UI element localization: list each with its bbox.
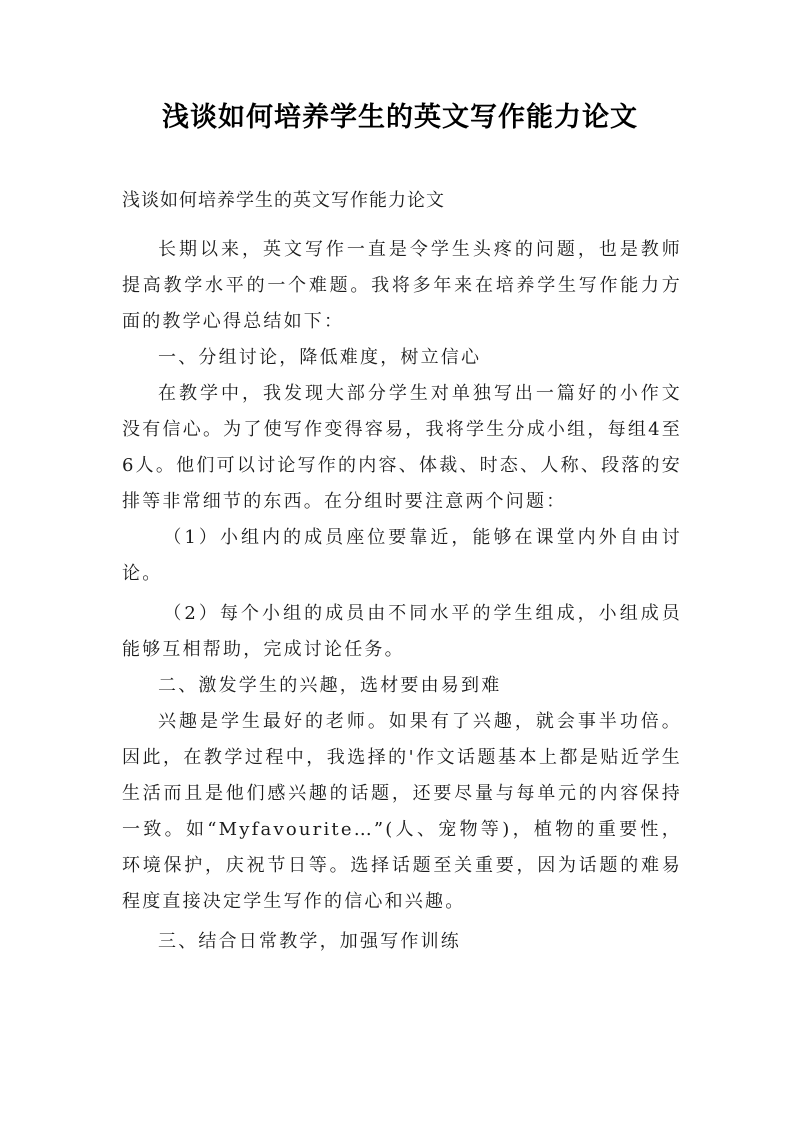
paragraph-section-1: 在教学中，我发现大部分学生对单独写出一篇好的小作文没有信心。为了使写作变得容易，我将学生分成小组，每组4至6人。他们可以讨论写作的内容、体裁、时态、人称、段落的安排等非常细节的东西。在分组时要注意两个问题：	[122, 383, 682, 512]
section-heading-3: 三、结合日常教学，加强写作训练	[158, 931, 461, 952]
section-heading-2: 二、激发学生的兴趣，选材要由易到难	[158, 675, 502, 696]
document-subtitle: 浅谈如何培养学生的英文写作能力论文	[122, 190, 445, 211]
section-heading-1: 一、分组讨论，降低难度，树立信心	[158, 347, 482, 368]
document-body	[122, 232, 682, 960]
list-item-2: （2）每个小组的成员由不同水平的学生组成，小组成员能够互相帮助，完成讨论任务。	[122, 603, 682, 660]
list-item-1: （1）小组内的成员座位要靠近，能够在课堂内外自由讨论。	[122, 527, 682, 584]
document-title: 浅谈如何培养学生的英文写作能力论文	[162, 102, 638, 133]
paragraph-section-2: 兴趣是学生最好的老师。如果有了兴趣，就会事半功倍。因此，在教学过程中，我选择的'作文话题基本上都是贴近学生生活而且是他们感兴趣的话题，还要尽量与每单元的内容保持一致。如“Myfavourite…”(人、宠物等)，植物的重要性，环境保护，庆祝节日等。选择话题至关重要，因为话题的难易程度直接决定学生写作的信心和兴趣。	[122, 711, 682, 912]
paragraph-intro: 长期以来，英文写作一直是令学生头疼的问题，也是教师提高教学水平的一个难题。我将多年来在培养学生写作能力方面的教学心得总结如下：	[122, 239, 682, 332]
